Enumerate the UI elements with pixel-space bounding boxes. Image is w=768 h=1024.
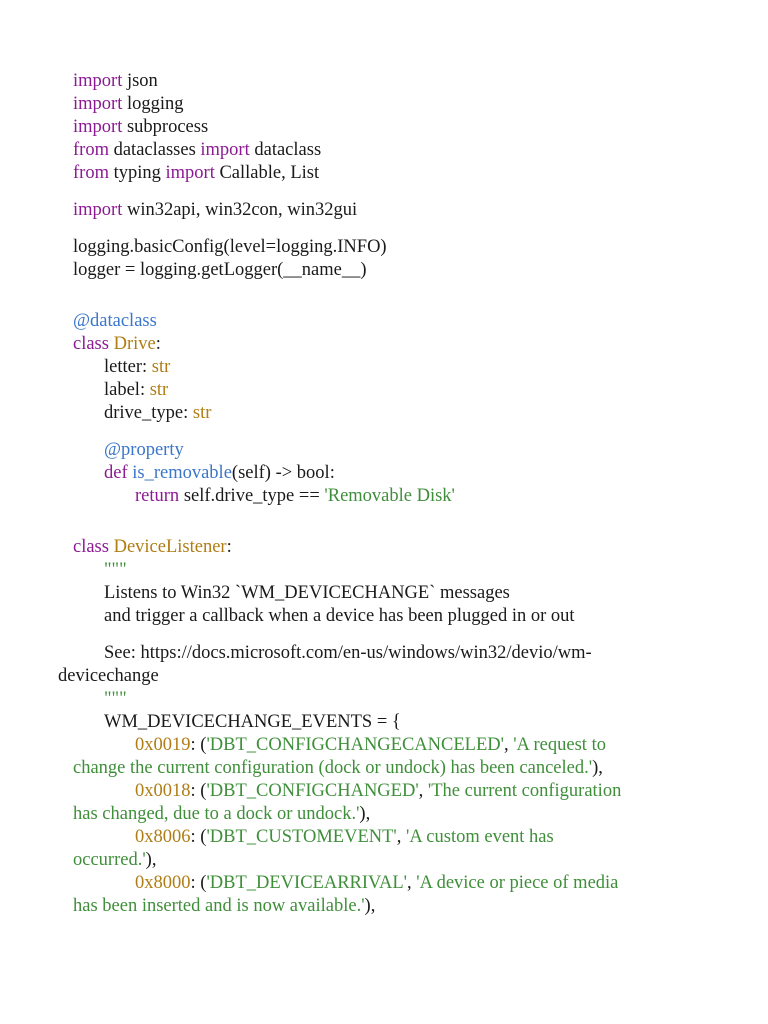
code-line-import-subprocess xyxy=(73,116,208,138)
class-name: Drive xyxy=(108,334,156,354)
event-description: 'The current configuration xyxy=(427,781,622,801)
punct: : ( xyxy=(190,735,207,755)
punct: , xyxy=(418,781,428,801)
module-name: win32api, win32con, win32gui xyxy=(122,200,358,220)
keyword: class xyxy=(73,537,109,557)
keyword: import xyxy=(200,140,250,160)
punct: , xyxy=(503,735,514,755)
code-line-from-typing xyxy=(73,162,319,184)
keyword: import xyxy=(73,71,123,91)
event-name: 'DBT_DEVICEARRIVAL' xyxy=(206,873,408,893)
module-name: subprocess xyxy=(122,117,209,137)
event-description: change the current configuration (dock or undock) has been canceled.' xyxy=(73,758,593,778)
punct: : xyxy=(226,537,232,557)
code-line-import-logging xyxy=(73,93,184,115)
code-line-return xyxy=(135,485,455,507)
punct: ), xyxy=(145,850,157,870)
code-line-basic-config: logging.basicConfig(level=logging.INFO) xyxy=(73,237,387,257)
event-description: has been inserted and is now available.' xyxy=(73,896,365,916)
event-description: has changed, due to a dock or undock.' xyxy=(73,804,360,824)
event-name: 'DBT_CUSTOMEVENT' xyxy=(206,827,397,847)
keyword: def xyxy=(104,463,128,483)
field-name: label: xyxy=(104,380,150,400)
keyword: return xyxy=(135,486,180,506)
punct: : xyxy=(155,334,161,354)
string-literal: 'Removable Disk' xyxy=(324,486,455,506)
class-name: DeviceListener xyxy=(108,537,227,557)
code-line-field-letter xyxy=(104,356,170,378)
event-entry-cont xyxy=(73,757,603,779)
function-name: is_removable xyxy=(127,463,232,483)
module-name: typing xyxy=(108,163,166,183)
code-line-logger: logger = logging.getLogger(__name__) xyxy=(73,260,367,280)
type-name: str xyxy=(192,403,212,423)
event-code: 0x0019 xyxy=(135,735,191,755)
punct: , xyxy=(407,873,417,893)
keyword: from xyxy=(73,163,109,183)
event-entry-line xyxy=(135,734,606,756)
module-name: dataclasses xyxy=(108,140,201,160)
punct: : ( xyxy=(190,873,207,893)
code-line-class-device-listener xyxy=(73,536,232,558)
imported-name: dataclass xyxy=(249,140,322,160)
code-line-from-dataclasses xyxy=(73,139,321,161)
code-line-field-drive-type xyxy=(104,402,211,424)
expression: self.drive_type == xyxy=(179,486,325,506)
docstring-line: Listens to Win32 `WM_DEVICECHANGE` messages xyxy=(104,583,510,603)
decorator-property: @property xyxy=(104,440,184,460)
keyword: import xyxy=(73,200,123,220)
event-name: 'DBT_CONFIGCHANGED' xyxy=(206,781,419,801)
event-description: occurred.' xyxy=(73,850,146,870)
field-name: letter: xyxy=(104,357,152,377)
code-line-import-json xyxy=(73,70,158,92)
imported-name: Callable, List xyxy=(214,163,320,183)
code-line-def-is-removable xyxy=(104,462,335,484)
event-entry-line xyxy=(135,780,621,802)
type-name: str xyxy=(151,357,171,377)
event-entry-line xyxy=(135,872,618,894)
event-description: 'A custom event has xyxy=(406,827,554,847)
docstring-see: See: https://docs.microsoft.com/en-us/windows/win32/devio/wm- xyxy=(104,643,592,663)
keyword: import xyxy=(165,163,215,183)
keyword: from xyxy=(73,140,109,160)
module-name: logging xyxy=(122,94,184,114)
code-line-class-drive xyxy=(73,333,161,355)
event-entry-line xyxy=(135,826,554,848)
decorator-dataclass: @dataclass xyxy=(73,311,157,331)
event-entry-cont xyxy=(73,895,375,917)
punct: ), xyxy=(359,804,371,824)
docstring-open: """ xyxy=(104,560,127,580)
docstring-line: and trigger a callback when a device has been plugged in or out xyxy=(104,606,575,626)
event-code: 0x0018 xyxy=(135,781,191,801)
module-name: json xyxy=(122,71,158,91)
punct: , xyxy=(396,827,406,847)
docstring-see-cont: devicechange xyxy=(58,666,159,686)
event-entry-cont xyxy=(73,849,156,871)
event-name: 'DBT_CONFIGCHANGECANCELED' xyxy=(206,735,504,755)
event-entry-cont xyxy=(73,803,370,825)
keyword: import xyxy=(73,117,123,137)
field-name: drive_type: xyxy=(104,403,193,423)
event-description: 'A request to xyxy=(513,735,606,755)
type-name: str xyxy=(149,380,169,400)
signature: (self) -> bool: xyxy=(231,463,335,483)
keyword: import xyxy=(73,94,123,114)
event-code: 0x8006 xyxy=(135,827,191,847)
code-line-import-win32 xyxy=(73,199,357,221)
docstring-close: """ xyxy=(104,689,127,709)
punct: : ( xyxy=(190,781,207,801)
punct: ), xyxy=(364,896,376,916)
punct: ), xyxy=(592,758,603,778)
punct: : ( xyxy=(190,827,207,847)
code-line-events-open: WM_DEVICECHANGE_EVENTS = { xyxy=(104,712,401,732)
event-description: 'A device or piece of media xyxy=(416,873,619,893)
code-line-field-label xyxy=(104,379,168,401)
event-code: 0x8000 xyxy=(135,873,191,893)
keyword: class xyxy=(73,334,109,354)
